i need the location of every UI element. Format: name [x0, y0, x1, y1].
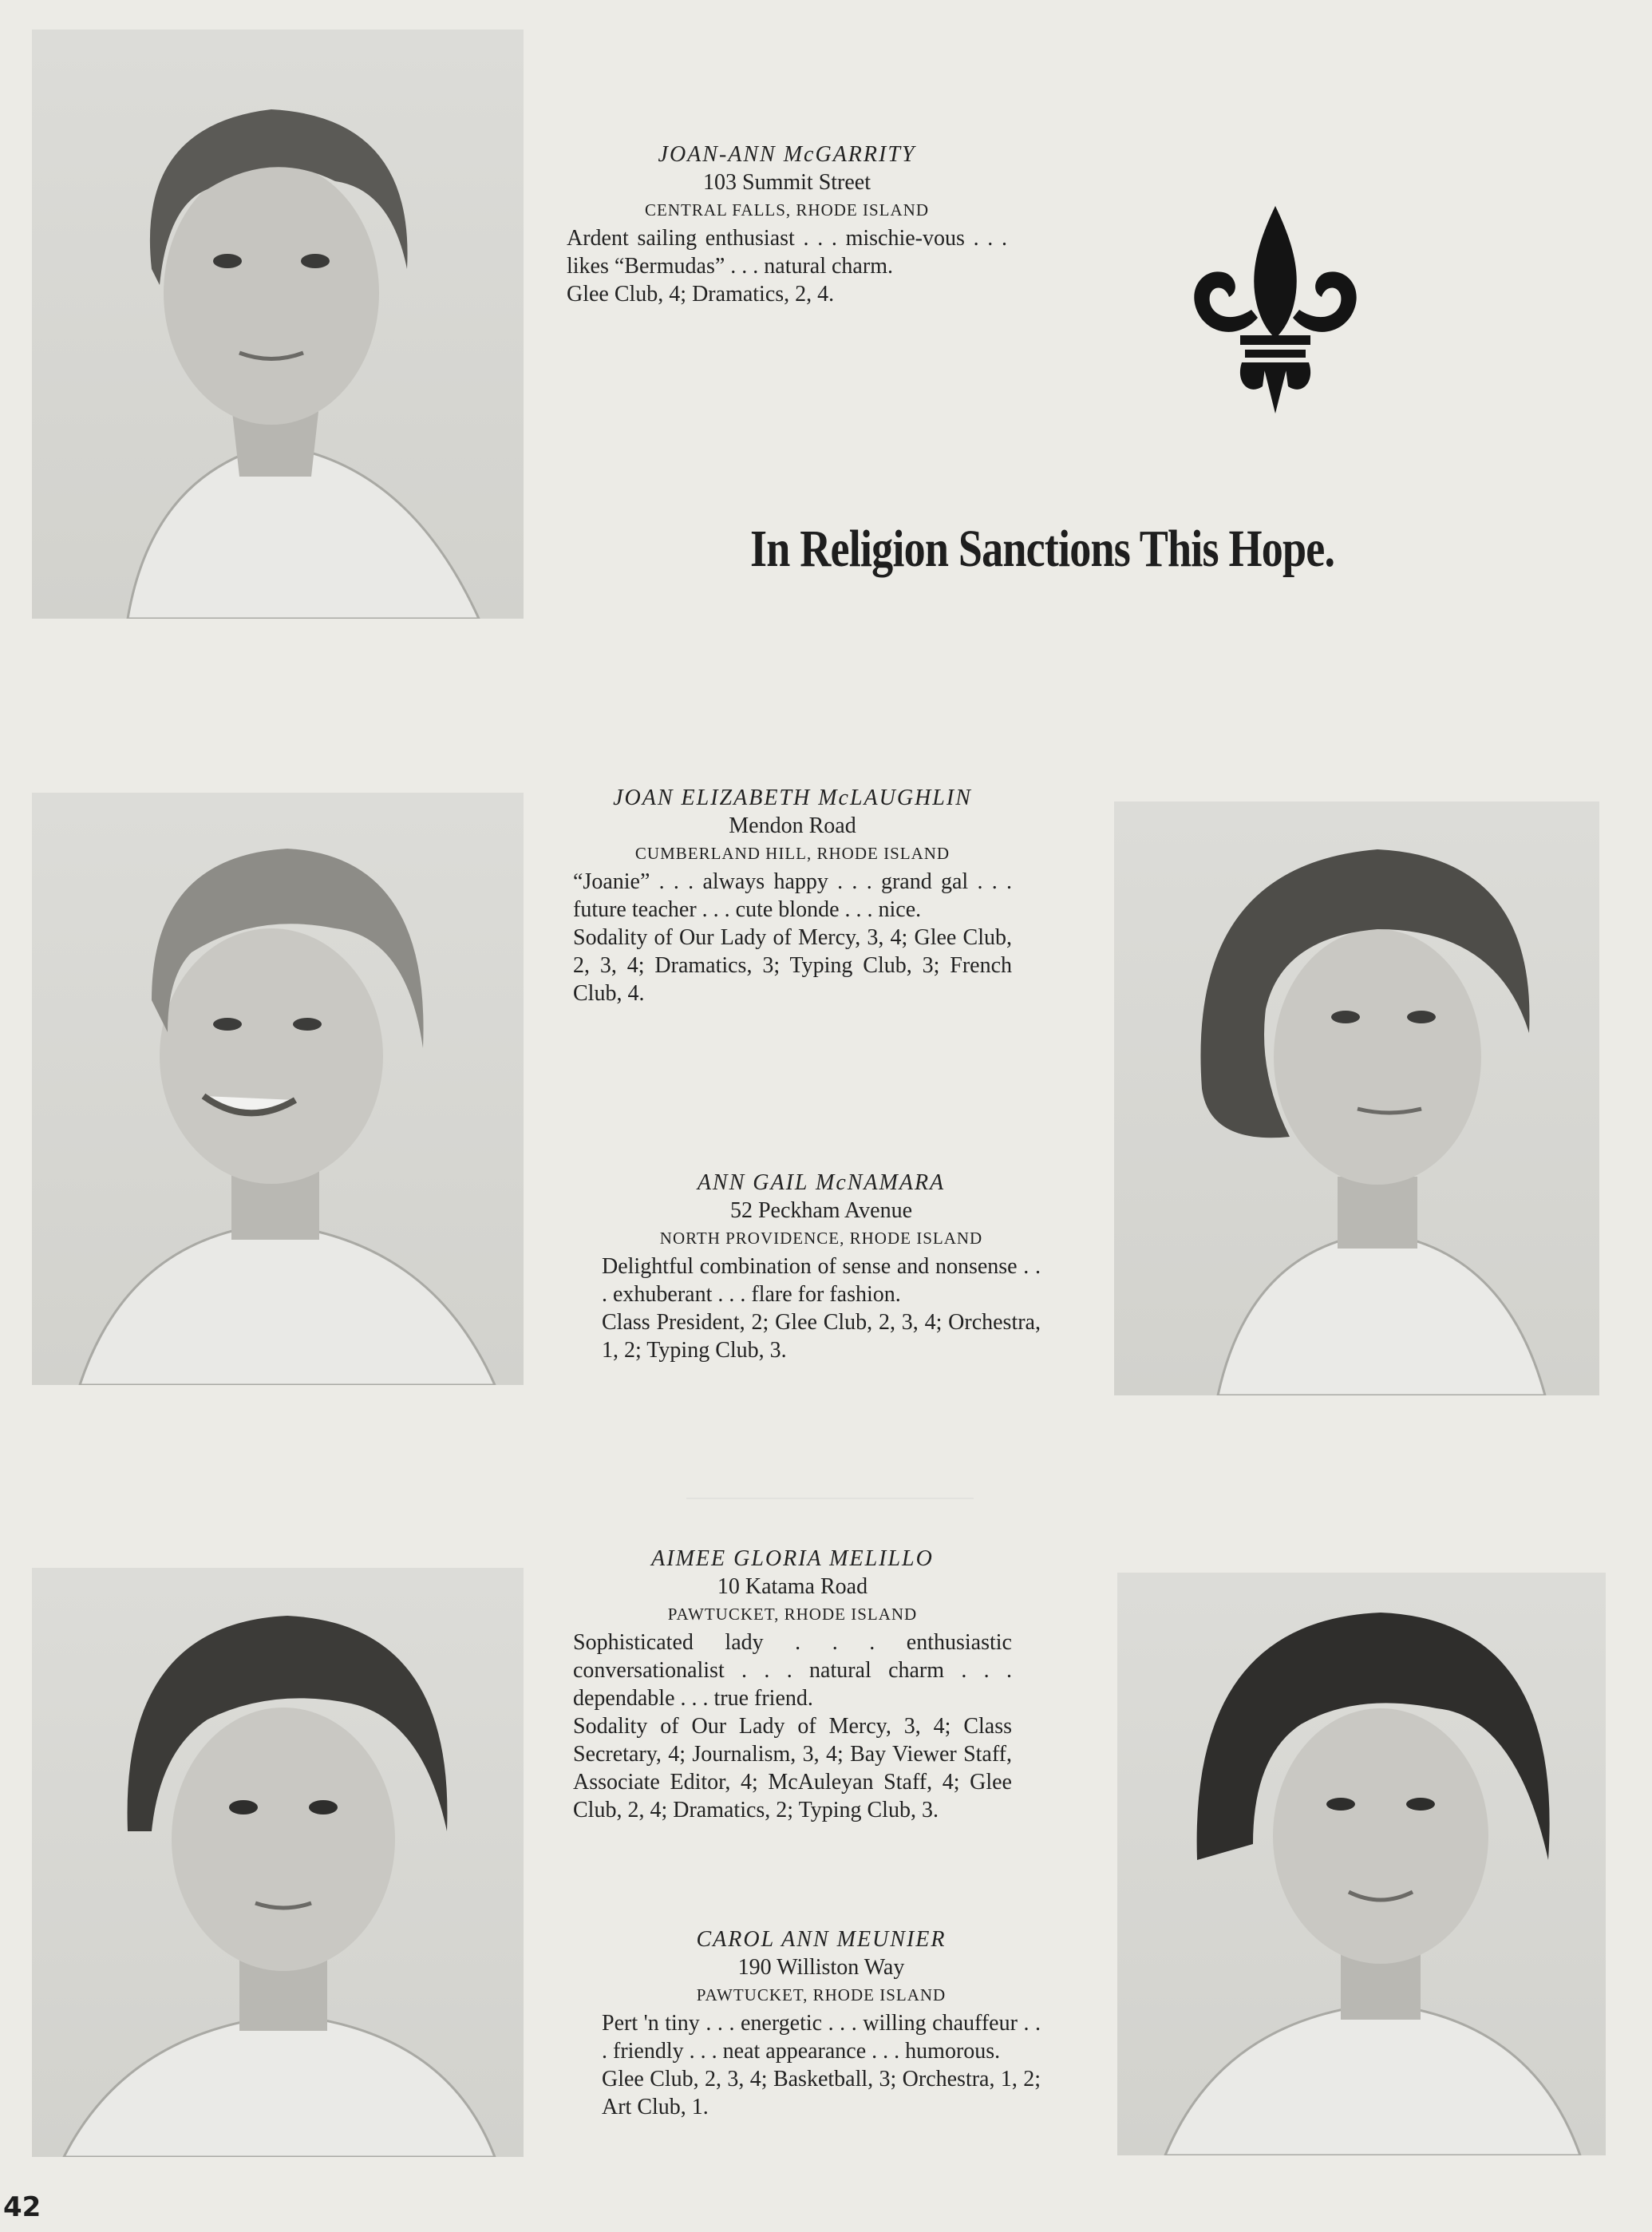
- street-address: 103 Summit Street: [703, 170, 871, 195]
- portrait-joan-ann-mcgarrity: [32, 30, 524, 619]
- city-state: PAWTUCKET, RHODE ISLAND: [667, 1605, 918, 1624]
- entry-ann-gail-mcnamara: [602, 1169, 1041, 1364]
- portrait-aimee-gloria-melillo: [32, 1568, 524, 2157]
- entry-aimee-gloria-melillo: [573, 1545, 1012, 1824]
- student-name: AIMEE GLORIA MELILLO: [651, 1546, 934, 1571]
- student-name: JOAN ELIZABETH McLAUGHLIN: [613, 786, 972, 810]
- street-address: 10 Katama Road: [717, 1574, 868, 1599]
- city-state: NORTH PROVIDENCE, RHODE ISLAND: [659, 1229, 983, 1248]
- street-address: 190 Williston Way: [737, 1955, 905, 1980]
- description: “Joanie” . . . always happy . . . grand gal . . . future teacher . . . cute blonde . . . nice.: [573, 869, 1012, 922]
- divider: [686, 1498, 974, 1499]
- page-motto: In Religion Sanctions This Hope.: [750, 520, 1335, 578]
- city-state: CUMBERLAND HILL, RHODE ISLAND: [634, 844, 950, 863]
- portrait-carol-ann-meunier: [1117, 1573, 1606, 2155]
- portrait-ann-gail-mcnamara: [1114, 801, 1599, 1395]
- activities: Class President, 2; Glee Club, 2, 3, 4; Orchestra, 1, 2; Typing Club, 3.: [602, 1310, 1041, 1363]
- city-state: CENTRAL FALLS, RHODE ISLAND: [645, 200, 929, 220]
- description: Delightful combination of sense and nonsense . . . exhuberant . . . flare for fashion.: [602, 1254, 1041, 1307]
- street-address: Mendon Road: [729, 813, 856, 838]
- description: Ardent sailing enthusiast . . . mischie-vous . . . likes “Bermudas” . . . natural charm.: [567, 226, 1007, 279]
- entry-joan-elizabeth-mclaughlin: [573, 784, 1012, 1007]
- page-number: 42: [3, 2191, 41, 2223]
- student-name: ANN GAIL McNAMARA: [697, 1170, 946, 1195]
- student-name: JOAN-ANN McGARRITY: [658, 142, 916, 167]
- portrait-joan-elizabeth-mclaughlin: [32, 793, 524, 1385]
- activities: Sodality of Our Lady of Mercy, 3, 4; Class Secretary, 4; Journalism, 3, 4; Bay Viewer Staff, Associate Editor, 4; McAuleyan Staff, 4; Glee Club, 2, 4; Dramatics, 2; Typing Club, 3.: [573, 1714, 1012, 1822]
- activities: Glee Club, 4; Dramatics, 2, 4.: [567, 282, 835, 307]
- activities: Glee Club, 2, 3, 4; Basketball, 3; Orchestra, 1, 2; Art Club, 1.: [602, 2067, 1041, 2119]
- entry-joan-ann-mcgarrity: [567, 140, 1007, 308]
- fleur-de-lis-icon: [1189, 206, 1362, 414]
- activities: Sodality of Our Lady of Mercy, 3, 4; Glee Club, 2, 3, 4; Dramatics, 3; Typing Club, 3; French Club, 4.: [573, 925, 1012, 1006]
- student-name: CAROL ANN MEUNIER: [696, 1927, 947, 1952]
- description: Pert 'n tiny . . . energetic . . . willing chauffeur . . . friendly . . . neat appearance . . . humorous.: [602, 2011, 1041, 2064]
- entry-carol-ann-meunier: [602, 1925, 1041, 2121]
- description: Sophisticated lady . . . enthusiastic conversationalist . . . natural charm . . . dependable . . . true friend.: [573, 1630, 1012, 1711]
- city-state: PAWTUCKET, RHODE ISLAND: [696, 1985, 947, 2004]
- street-address: 52 Peckham Avenue: [729, 1198, 913, 1223]
